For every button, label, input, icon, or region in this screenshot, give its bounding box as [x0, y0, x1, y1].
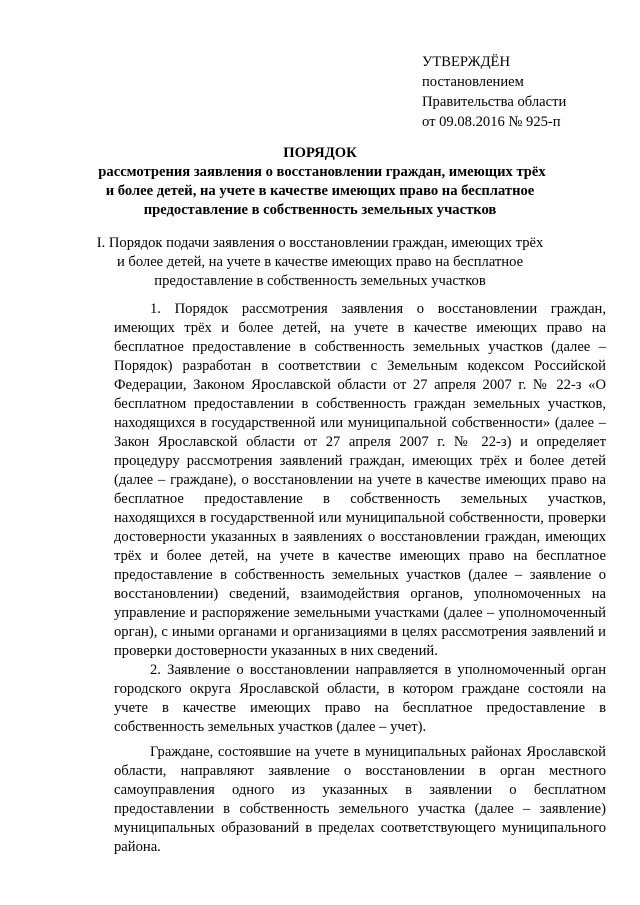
section-heading — [0, 234, 640, 291]
title-heading: ПОРЯДОК — [283, 145, 357, 161]
section-line-3: предоставление в собственность земельных участков — [154, 273, 486, 289]
approval-line-date-number: от 09.08.2016 № 925-п — [422, 114, 561, 130]
section-line-1: I. Порядок подачи заявления о восстановлении граждан, имеющих трёх — [96, 235, 544, 251]
approval-stamp — [422, 52, 566, 132]
document-body — [114, 300, 606, 857]
paragraph-1: 1. Порядок рассмотрения заявления о восстановлении граждан, имеющих трёх и более детей, на учете в качестве имеющих право на бесплатное предоставление в собственность земельных участков (далее – Порядок) разработан в соответствии с Земельным кодексом Российской Федерации, Законом Ярославской области от 27 апреля 2007 г. № 22-з «О бесплатном предоставлении в собственность граждан земельных участков, находящихся в государственной или муниципальной собственности» (далее – Закон Ярославской области от 27 апреля 2007 г. № 22-з) и определяет процедуру рассмотрения заявлений граждан, имеющих трёх и более детей (далее – граждане), о восстановлении на учете в качестве имеющих право на бесплатное предоставление в собственность земельных участков, находящихся в государственной или муниципальной собственности, проверки достоверности указанных в заявлениях о восстановлении граждан, имеющих трёх и более детей, на учете в качестве имеющих право на бесплатное предоставление в собственность земельных участков (далее – заявление о восстановлении) сведений, взаимодействия органов, уполномоченных на управление и распоряжение земельными участками (далее – уполномоченный орган), с иными органами и организациями в целях рассмотрения заявлений и проверки достоверности указанных в них сведений. — [114, 301, 606, 659]
document-title — [0, 144, 640, 220]
section-line-2: и более детей, на учете в качестве имеющих право на бесплатное — [116, 254, 524, 270]
approval-line-approved: УТВЕРЖДЁН — [422, 54, 510, 70]
paragraph-2: 2. Заявление о восстановлении направляется в уполномоченный орган городского округа Ярославской области, в котором граждане состояли на учете в качестве имеющих право на бесплатное предоставление в собственность земельных участков (далее – учет). — [114, 662, 606, 735]
paragraph-3: Граждане, состоявшие на учете в муниципальных районах Ярославской области, направляют заявление о восстановлении в орган местного самоуправления одного из указанных в заявлении о бесплатном предоставлении в собственность земельного участка (далее – заявление) муниципальных образований в пределах соответствующего муниципального района. — [114, 744, 606, 855]
title-line-1: рассмотрения заявления о восстановлении граждан, имеющих трёх — [98, 164, 546, 180]
title-line-3: предоставление в собственность земельных участков — [143, 202, 497, 218]
title-line-2: и более детей, на учете в качестве имеющих право на бесплатное — [105, 183, 535, 199]
approval-line-government: Правительства области — [422, 94, 567, 110]
approval-line-resolution: постановлением — [422, 74, 524, 90]
